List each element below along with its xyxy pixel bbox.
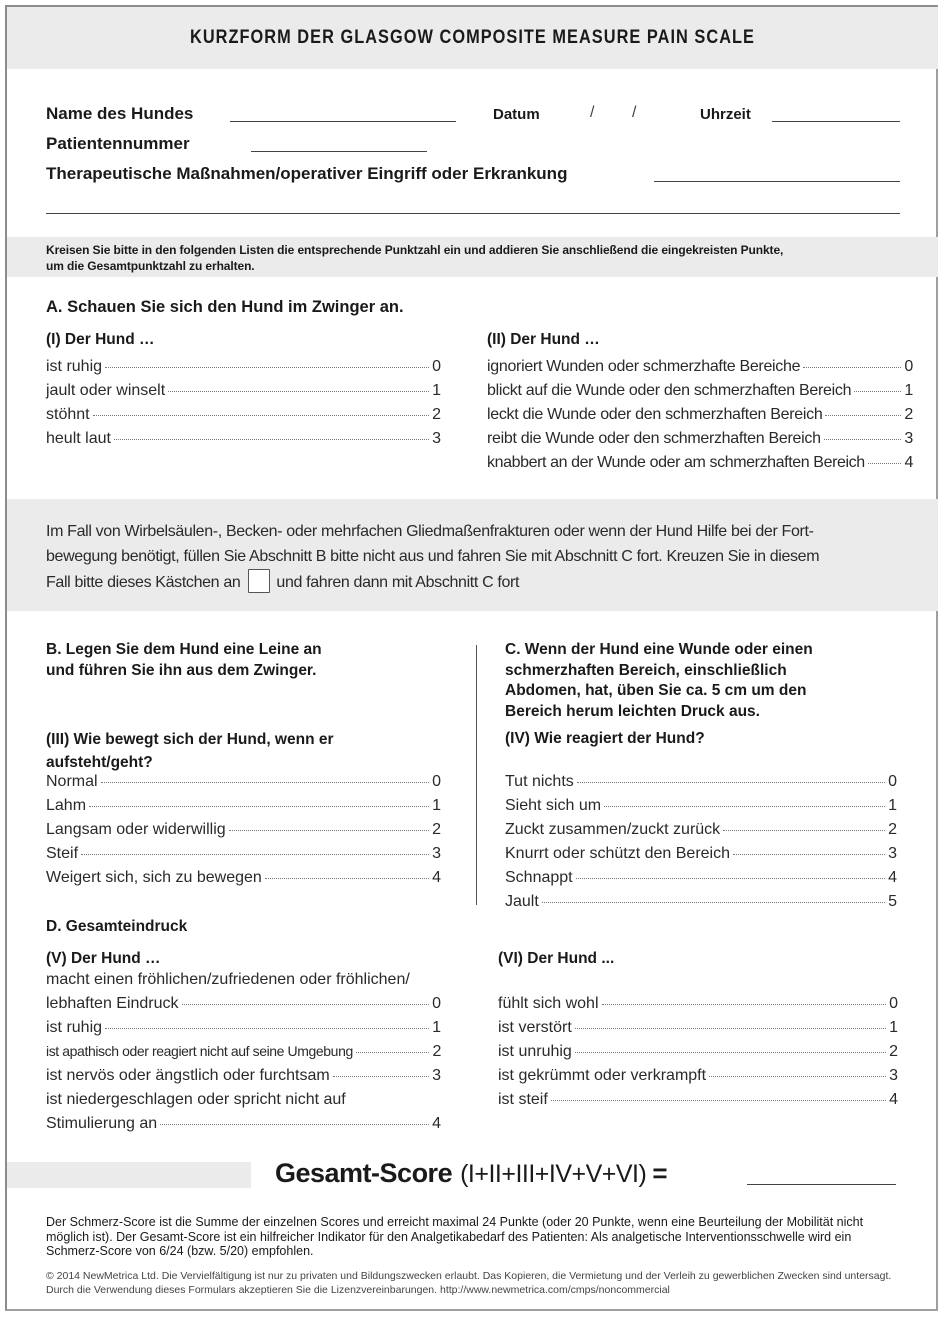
item-label: ist ruhig: [46, 1019, 103, 1036]
item-label: stöhnt: [46, 406, 90, 423]
leader-dots: [551, 1100, 886, 1101]
list-item[interactable]: [46, 430, 441, 454]
leader-dots: [81, 854, 429, 855]
part-iii-heading: [46, 728, 334, 774]
leader-dots: [229, 830, 429, 831]
list-item[interactable]: [46, 821, 441, 845]
item-label: ignoriert Wunden oder schmerzhafte Bereiche: [487, 358, 801, 375]
item-score[interactable]: 1: [432, 797, 441, 814]
item-label: Sieht sich um: [505, 797, 602, 814]
patient-number-field[interactable]: [251, 151, 427, 152]
leader-dots: [824, 439, 901, 440]
list-item[interactable]: [46, 797, 441, 821]
list-item[interactable]: [498, 1091, 898, 1115]
item-label: Lahm: [46, 797, 87, 814]
item-score[interactable]: 0: [904, 358, 913, 375]
item-score[interactable]: 3: [432, 845, 441, 862]
section-d-heading: D. Gesamteindruck: [46, 918, 188, 935]
item-score[interactable]: 3: [889, 1067, 898, 1084]
note-line: Fall bitte dieses Kästchen an: [46, 574, 241, 591]
list-item[interactable]: [46, 995, 441, 1019]
item-score[interactable]: 3: [432, 430, 441, 447]
item-label: reibt die Wunde oder den schmerzhaften Bereich: [487, 430, 821, 447]
item-label-line: macht einen fröhlichen/zufriedenen oder fröhlichen/: [46, 971, 410, 988]
list-item[interactable]: [505, 869, 897, 893]
list-item[interactable]: [46, 1043, 441, 1067]
heading-line: C. Wenn der Hund eine Wunde oder einen: [505, 641, 813, 658]
leader-dots: [182, 1004, 429, 1005]
skip-section-b-checkbox[interactable]: [248, 569, 270, 593]
heading-line: aufsteht/geht?: [46, 754, 153, 771]
item-label: fühlt sich wohl: [498, 995, 599, 1012]
note-line: bewegung benötigt, füllen Sie Abschnitt B bitte nicht aus und fahren Sie mit Abschnitt C fort. Kreuzen Sie in diesem: [46, 547, 820, 565]
leader-dots: [168, 391, 429, 392]
item-score[interactable]: 2: [432, 1043, 441, 1060]
list-item[interactable]: [46, 1019, 441, 1043]
list-item[interactable]: [487, 430, 913, 454]
item-label: knabbert an der Wunde oder am schmerzhaften Bereich: [487, 454, 865, 471]
item-label: jault oder winselt: [46, 382, 166, 399]
list-item[interactable]: [505, 773, 897, 797]
item-score[interactable]: 2: [904, 406, 913, 423]
list-item[interactable]: [505, 821, 897, 845]
part-v-heading: (V) Der Hund …: [46, 950, 161, 967]
total-score-field[interactable]: [747, 1184, 896, 1185]
heading-line: und führen Sie ihn aus dem Zwinger.: [46, 661, 317, 679]
part-iv-list: [505, 773, 897, 917]
item-label: lebhaften Eindruck: [46, 995, 179, 1012]
list-item[interactable]: [487, 454, 913, 478]
item-score[interactable]: 4: [889, 1091, 898, 1108]
list-item[interactable]: [46, 845, 441, 869]
heading-line: Abdomen, hat, üben Sie ca. 5 cm um den: [505, 682, 807, 699]
leader-dots: [89, 806, 429, 807]
heading-line: B. Legen Sie dem Hund eine Leine an: [46, 641, 322, 658]
score-accent-bar: [7, 1162, 251, 1188]
item-label: heult laut: [46, 430, 111, 447]
list-item[interactable]: [487, 406, 913, 430]
item-label: ist apathisch oder reagiert nicht auf seine Umgebung: [46, 1043, 353, 1059]
leader-dots: [356, 1052, 429, 1053]
item-score[interactable]: 5: [888, 893, 897, 910]
item-label: leckt die Wunde oder den schmerzhaften Bereich: [487, 406, 823, 423]
date-field[interactable]: [548, 100, 658, 124]
list-item[interactable]: [46, 869, 441, 893]
part-v-list: [46, 971, 441, 1139]
list-item[interactable]: [46, 358, 441, 382]
item-score[interactable]: 1: [889, 1019, 898, 1036]
item-score[interactable]: 2: [888, 821, 897, 838]
item-label: ist unruhig: [498, 1043, 572, 1060]
treatment-field-line2[interactable]: [46, 213, 900, 214]
item-score[interactable]: 1: [432, 382, 441, 399]
item-label: Normal: [46, 773, 98, 790]
item-score[interactable]: 4: [432, 1115, 441, 1132]
section-a-heading: A. Schauen Sie sich den Hund im Zwinger an.: [46, 298, 404, 316]
score-explanation: Der Schmerz-Score ist die Summe der einzelnen Scores und erreicht maximal 24 Punkte (oder 20 Punkte, wenn eine Beurteilung der Mobilität nicht möglich ist). Der Gesamt-Score ist ein hilfreicher Indikator für den Analgetikabedarf des Patienten: Als analgetische Interventionsschwelle wird ein Schmerz-Score von 6/24 (bzw. 5/20) empfohlen.: [46, 1215, 864, 1258]
instructions-line: Kreisen Sie bitte in den folgenden Listen die entsprechende Punktzahl ein und addieren Sie anschließend die eingekreisten Punkte,: [46, 243, 784, 257]
item-score[interactable]: 2: [432, 821, 441, 838]
fracture-note: [46, 520, 906, 596]
list-item[interactable]: [46, 773, 441, 797]
time-field[interactable]: [772, 121, 900, 122]
date-label: Datum: [493, 106, 540, 123]
leader-dots: [733, 854, 885, 855]
copyright-notice: © 2014 NewMetrica Ltd. Die Vervielfältigung ist nur zu privaten und Bildungszwecken erlaubt. Das Kopieren, die Vermietung und der Verleih zu gewerblichen Zwecken sind untersagt. Durch die Verwendung dieses Formulars akzeptieren Sie die Lizenzvereinbarungen. http://www.newmetrica.com/cmps/noncommercial: [46, 1270, 892, 1296]
leader-dots: [542, 902, 885, 903]
leader-dots: [577, 782, 885, 783]
item-score[interactable]: 0: [432, 358, 441, 375]
item-label: blickt auf die Wunde oder den schmerzhaften Bereich: [487, 382, 852, 399]
part-i-list: [46, 358, 441, 454]
leader-dots: [803, 367, 901, 368]
part-vi-list: [498, 995, 898, 1115]
item-score[interactable]: 0: [432, 995, 441, 1012]
instructions: [46, 242, 783, 274]
item-score[interactable]: 4: [432, 869, 441, 886]
item-label: Weigert sich, sich zu bewegen: [46, 869, 262, 886]
form-title: [7, 7, 938, 69]
item-score[interactable]: 2: [432, 406, 441, 423]
leader-dots: [333, 1076, 429, 1077]
item-score[interactable]: 3: [432, 1067, 441, 1084]
leader-dots: [604, 806, 885, 807]
item-label: Knurrt oder schützt den Bereich: [505, 845, 731, 862]
part-iv-heading: (IV) Wie reagiert der Hund?: [505, 730, 705, 747]
treatment-field[interactable]: [654, 181, 900, 182]
part-i-heading: (I) Der Hund …: [46, 331, 155, 348]
item-label: ist nervös oder ängstlich oder furchtsam: [46, 1067, 330, 1084]
item-label: Langsam oder widerwillig: [46, 821, 226, 838]
item-label: Jault: [505, 893, 539, 910]
list-item[interactable]: [498, 995, 898, 1019]
list-item[interactable]: [498, 1067, 898, 1091]
total-score: [275, 1158, 668, 1189]
part-ii-heading: (II) Der Hund …: [487, 331, 600, 348]
leader-dots: [576, 878, 885, 879]
heading-line: Bereich herum leichten Druck aus.: [505, 702, 760, 720]
note-line: Im Fall von Wirbelsäulen-, Becken- oder mehrfachen Gliedmaßenfrakturen oder wenn der Hund Hilfe bei der Fort-: [46, 523, 814, 540]
item-label: ist ruhig: [46, 358, 103, 375]
leader-dots: [868, 463, 901, 464]
list-item[interactable]: [498, 1019, 898, 1043]
item-score[interactable]: 0: [889, 995, 898, 1012]
leader-dots: [723, 830, 885, 831]
total-score-label: Gesamt-Score: [275, 1158, 453, 1188]
total-score-equals: =: [652, 1158, 668, 1188]
leader-dots: [101, 782, 429, 783]
form-title-text: KURZFORM DER GLASGOW COMPOSITE MEASURE PAIN SCALE: [190, 27, 755, 48]
list-item[interactable]: [498, 1043, 898, 1067]
leader-dots: [575, 1052, 886, 1053]
item-score[interactable]: 3: [888, 845, 897, 862]
item-score[interactable]: 1: [432, 1019, 441, 1036]
date-separator: /: [590, 104, 595, 121]
item-label: Schnappt: [505, 869, 573, 886]
leader-dots: [854, 391, 901, 392]
item-score[interactable]: 1: [904, 382, 913, 399]
total-score-formula: (I+II+III+IV+V+VI): [460, 1160, 647, 1188]
dog-name-field[interactable]: [230, 121, 456, 122]
leader-dots: [105, 367, 429, 368]
date-separator: /: [632, 104, 637, 121]
leader-dots: [825, 415, 901, 416]
item-score[interactable]: 0: [432, 773, 441, 790]
note-line: und fahren dann mit Abschnitt C fort: [276, 574, 520, 591]
list-item[interactable]: [487, 382, 913, 406]
list-item[interactable]: [46, 1115, 441, 1139]
leader-dots: [709, 1076, 886, 1077]
leader-dots: [114, 439, 429, 440]
item-label: Zuckt zusammen/zuckt zurück: [505, 821, 721, 838]
item-score[interactable]: 1: [888, 797, 897, 814]
item-label: ist gekrümmt oder verkrampft: [498, 1067, 707, 1084]
item-label: Stimulierung an: [46, 1115, 158, 1132]
time-label: Uhrzeit: [700, 106, 751, 123]
leader-dots: [265, 878, 429, 879]
item-label: Steif: [46, 845, 79, 862]
list-item[interactable]: [487, 358, 913, 382]
list-item[interactable]: [505, 893, 897, 917]
list-item[interactable]: [505, 797, 897, 821]
item-score[interactable]: 2: [889, 1043, 898, 1060]
part-iii-list: [46, 773, 441, 893]
item-label: ist verstört: [498, 1019, 572, 1036]
leader-dots: [160, 1124, 429, 1125]
item-score[interactable]: 0: [888, 773, 897, 790]
list-item[interactable]: [46, 382, 441, 406]
list-item[interactable]: [505, 845, 897, 869]
dog-name-label: Name des Hundes: [46, 104, 194, 123]
part-vi-heading: (VI) Der Hund ...: [498, 950, 615, 967]
leader-dots: [575, 1028, 886, 1029]
section-b-heading: [46, 640, 322, 681]
item-label-line: ist niedergeschlagen oder spricht nicht auf: [46, 1091, 346, 1108]
column-divider: [476, 645, 477, 905]
item-score[interactable]: 4: [888, 869, 897, 886]
item-label: ist steif: [498, 1091, 548, 1108]
patient-number-label: Patientennummer: [46, 134, 190, 153]
list-item[interactable]: [46, 1067, 441, 1091]
instructions-line: um die Gesamtpunktzahl zu erhalten.: [46, 259, 255, 273]
section-c-heading: [505, 640, 813, 722]
heading-line: schmerzhaften Bereich, einschließlich: [505, 661, 787, 679]
treatment-label: Therapeutische Maßnahmen/operativer Eingriff oder Erkrankung: [46, 164, 568, 183]
leader-dots: [602, 1004, 887, 1005]
item-score[interactable]: 4: [904, 454, 913, 471]
leader-dots: [105, 1028, 429, 1029]
heading-line: (III) Wie bewegt sich der Hund, wenn er: [46, 731, 334, 748]
part-ii-list: [487, 358, 913, 478]
list-item[interactable]: [46, 406, 441, 430]
leader-dots: [93, 415, 429, 416]
item-score[interactable]: 3: [904, 430, 913, 447]
item-label: Tut nichts: [505, 773, 574, 790]
